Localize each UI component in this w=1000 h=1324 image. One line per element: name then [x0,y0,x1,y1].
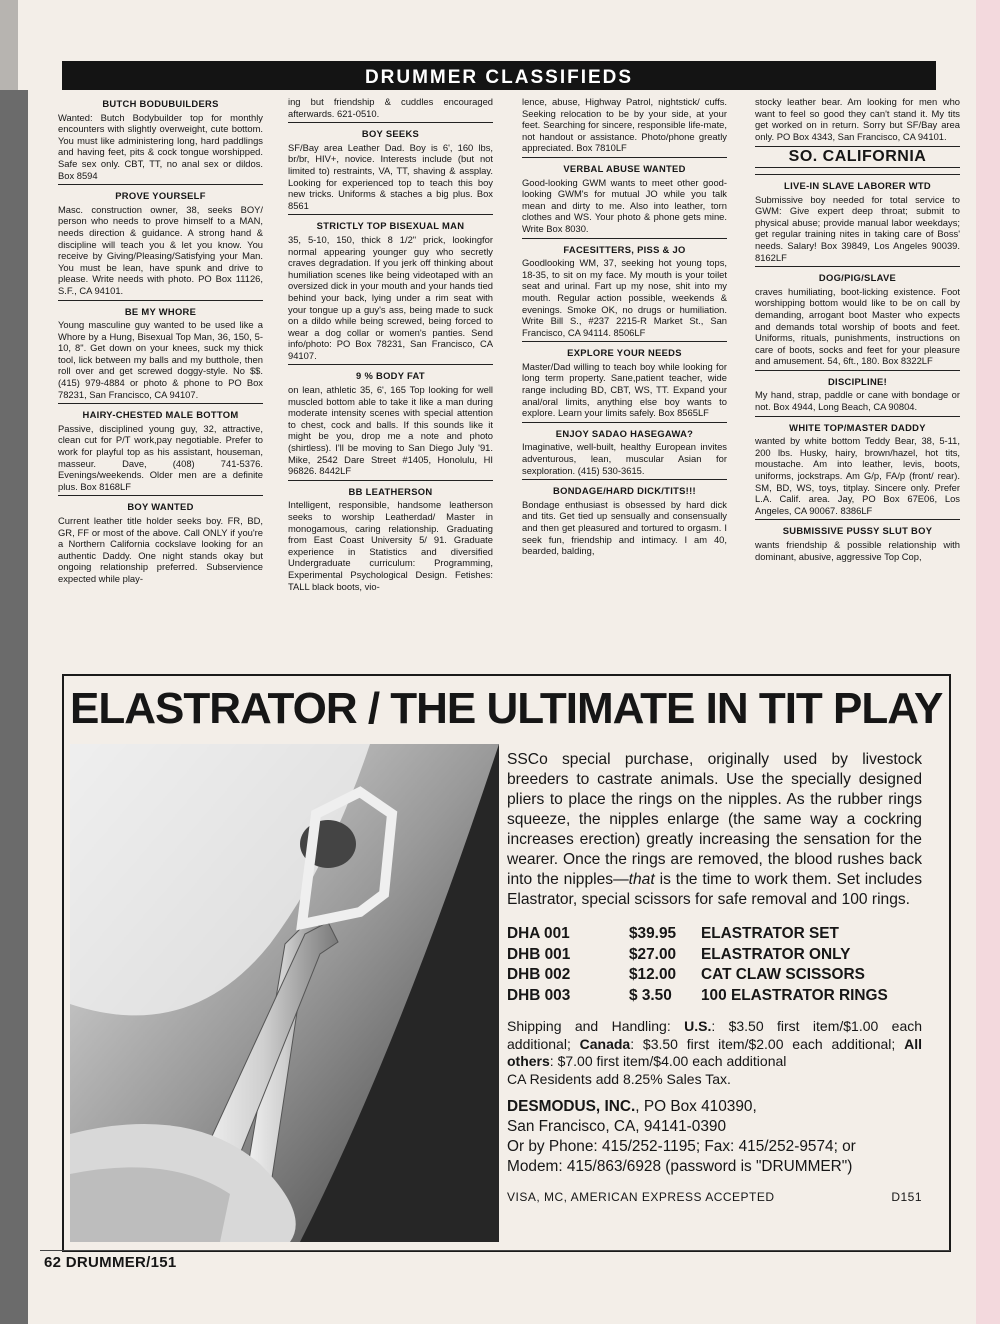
classified-text: Current leather title holder seeks boy. FR, BD, GR, FF or most of the above. Call ONLY if you're a Northern California cockslave looking for an authentic Daddy. One night stands okay but ongoing relationship preferred. Subservience expected while play- [58,515,263,584]
classified-text: Submissive boy needed for total service to GWM: Give expert deep throat; submit to physical abuse; provide manual labor weekdays; get regular training nites in taking care of Boss' needs. Salary! Box 39849, Los Angeles 90039. 8162LF [755,193,960,263]
classifieds-columns [58,96,960,652]
classified-heading: HAIRY-CHESTED MALE BOTTOM [58,403,263,421]
classified-heading: DISCIPLINE! [755,370,960,388]
classified-heading: FACESITTERS, PISS & JO [522,238,727,256]
price-row: DHB 001 $27.00 ELASTRATOR ONLY [507,945,851,963]
price-row: DHA 001 $39.95 ELASTRATOR SET [507,925,839,942]
classified-text: 35, 5-10, 150, thick 8 1/2" prick, lookingfor normal appearing younger guy who secretly craves degradation. If you jerk off thinking about humiliation scenes like being videotaped with an oversized dick in your mouth and your hands tied behind your back, lying under a rim seat with your tongue up a guy's ass, being made to suck on a dildo while being screwed, being forced to wear a dog collar or women's panties. Send info/photo: PO Box 78231, San Francisco, CA 94107. [288,233,493,361]
classified-heading: VERBAL ABUSE WANTED [522,157,727,175]
classified-text: Young masculine guy wanted to be used like a Whore by a Hung, Bisexual Top Man, 36, 150, 5-10, 8". Get down on your knees, suck my thick tool, lick between my balls and my butthole, then roll over and get screwed doggy-style. No $$. (415) 979-4884 or photo & phone to PO Box 78231, San Francisco, CA 94107. [58,319,263,400]
classified-text: lence, abuse, Highway Patrol, nightstick/ cuffs. Seeking relocation to be by your side, at your feet. Searching for sincere, responsible life-mate, not handout or assistance. Photo/phone greatly appreciated. Box 7810LF [522,96,727,154]
classified-text: Masc. construction owner, 38, seeks BOY/ person who needs to prove himself to a MAN, needs direction & guidance. A strong hand & discipline will teach you & let you know. You receive by Giving/Pleasing/Satisfying your Man. You must be lean, have spunk and drive to please. Write needs with photo. PO Box 11126, S.F., CA 94101. [58,203,263,296]
shipping-info: Shipping and Handling: U.S.: $3.50 first item/$1.00 each additional; Canada: $3.50 first item/$2.00 each additional; All others: $7.00 first item/$4.00 each additional CA Residents add 8.25% Sales Tax. [507,1018,923,1087]
classified-text: wanted by white bottom Teddy Bear, 38, 5-11, 200 lbs. Husky, hairy, brown/hazel, hot tits, moustache. Am into leather, levis, boots, uniforms, jockstraps. Am G/p, FA/p (front/ rear). SM, BD, WS, toys, titplay. Sincere only. Prefer L.A. Calif. area. Jay, PO Box 67E06, Los Angeles, CA 90067. 8386LF [755,435,960,516]
payment-line: VISA, MC, AMERICAN EXPRESS ACCEPTED D151 [507,1190,922,1205]
classifieds-column-4 [755,96,960,652]
classified-text: Master/Dad willing to teach boy while looking for long term property. Sane,patient teacher, wide range including BD, CBT, WS, TT. Expand your anal/oral limits, anything else boy wants to explore. Learn your limits safely. Box 8565LF [522,360,727,419]
classified-heading: EXPLORE YOUR NEEDS [522,341,727,359]
classified-heading: PROVE YOURSELF [58,184,263,202]
classifieds-column-3 [522,96,727,652]
page-footer: 62 DRUMMER/151 [44,1254,177,1271]
page-edge-right [976,0,1000,1324]
classified-heading: STRICTLY TOP BISEXUAL MAN [288,214,493,232]
classified-text: on lean, athletic 35, 6', 165 Top looking for well muscled bottom able to take it like a man during moderate intensity scenes with special attention to chest, cock and balls. If this sounds like it might be you, drop me a note and photo (shirtless). I'll be moving to San Diego July '91. Mike, 2542 Dare Street #1405, Honolulu, HI 96826. 8442LF [288,384,493,477]
page-gutter [0,90,28,1324]
classified-text: stocky leather bear. Am looking for men who want to feel so good they can't stand it. My tits get worked on in return. Sorry but SF/Bay area only. PO Box 4343, San Francisco, CA 94101. [755,96,960,142]
region-heading: SO. CALIFORNIA [755,146,960,168]
classified-text: SF/Bay area Leather Dad. Boy is 6', 160 lbs, br/br, HIV+, novice. Interests include (but not limited to) restraints, VA, TT, shaving & assplay. Looking for experienced top to teach this boy new tricks. Uniforms & staches a big plus. Box 8561 [288,141,493,211]
classified-heading: BOY SEEKS [288,122,493,140]
product-photo [70,744,499,1242]
classified-text: craves humiliating, boot-licking existence. Foot worshipping bottom would like to be on call by demanding, arrogant boot Master who expects and demands total worship of boots and feet. Uniforms, rituals, punishments, instructions on care of boots, socks and feet for your pleasure and amusement. 54, 6ft., 180. Box 8322LF [755,285,960,367]
classified-heading: ENJOY SADAO HASEGAWA? [522,422,727,440]
company-address: DESMODUS, INC., PO Box 410390, San Francisco, CA, 94141-0390 Or by Phone: 415/252-1195; Fax: 415/252-9574; or Modem: 415/863/6928 (password is "DRUMMER") [507,1098,856,1176]
price-list [507,924,922,1006]
ad-copy [507,750,922,1207]
page-edge-top [0,0,18,90]
pliers-photo-illustration [70,744,499,1242]
classified-text: Wanted: Butch Bodybuilder top for monthly encounters with slightly overweight, cute bottom. You must like administering long, hard paddlings and having feet, pits & cock tongue worshipped. Safe sex only. CBT, TT, no anal sex or dildos. Box 8594 [58,111,263,181]
classified-heading: BE MY WHORE [58,300,263,318]
classified-heading: SUBMISSIVE PUSSY SLUT BOY [755,519,960,537]
classified-heading: BUTCH BODUBUILDERS [102,98,219,109]
classified-heading: BONDAGE/HARD DICK/TITS!!! [522,479,727,497]
classifieds-column-2 [288,96,493,652]
classified-text: Intelligent, responsible, handsome leatherson seeks to worship Leatherdad/ Master in monogamous, caring relationship. Graduating from East Coast University 5/ 91. Graduate experience in Statistics and diversified Undergraduate curriculum: Programming, Experimental Psychological Design. Fetishes: TALL black boots, vio- [288,499,493,592]
classified-heading: 9 % BODY FAT [288,364,493,382]
classified-heading: BOY WANTED [58,495,263,513]
classified-text: Passive, disciplined young guy, 32, attractive, clean cut for P/T work,pay negotiable. Prefer to work for playful top as his assistant, houseman, masseur. Dave, (408) 741-5376. Evenings/weekends. Older men are a definite plus. Box 8168LF [58,422,263,492]
classified-text: ing but friendship & cuddles encouraged afterwards. 621-0510. [288,96,493,119]
classified-heading: BB LEATHERSON [288,480,493,498]
classified-text: My hand, strap, paddle or cane with bondage or not. Box 4944, Long Beach, CA 90804. [755,389,960,413]
classifieds-column-1 [58,96,263,652]
classified-text: Good-looking GWM wants to meet other good-looking GWM's for mutual JO while you talk mean and dirty to me. Also into leather, torn clothes and WS. Your photo & phone gets mine. Write Box 8030. [522,176,727,234]
classified-text: Imaginative, well-built, healthy European invites adventurous, lean, muscular Asian for sexploration. (415) 530-3615. [522,441,727,476]
classified-text: wants friendship & possible relationship with dominant, abusive, aggressive Top Cop, [755,539,960,562]
ad-intro: SSCo special purchase, originally used by livestock breeders to castrate animals. Use the specially designed pliers to place the rings on the nipples. As the rubber rings squeeze, the nipples enlarge (the same way a cockring increases erection) greatly increasing the sensation for the wearer. Once the rings are removed, the blood rushes back into the nipples—that is the time to work them. Set includes Elastrator, special scissors for safe removal and 100 rings. [507,751,922,908]
ad-headline: ELASTRATOR / THE ULTIMATE IN TIT PLAY [70,684,943,733]
section-banner: DRUMMER CLASSIFIEDS [62,61,936,90]
price-row: DHB 002 $12.00 CAT CLAW SCISSORS [507,966,865,984]
classified-heading: LIVE-IN SLAVE LABORER WTD [755,174,960,192]
classified-text: Goodlooking WM, 37, seeking hot young tops, 18-35, to sit on my face. My mouth is your toilet seat and urinal. Fart up my nose, shit into my mouth. Regular action possible, weekends & evenings. Smoke OK, no drugs or humiliation. Write Bill S., #237 2215-R Market St., San Francisco, CA 94114. 8506LF [522,257,727,338]
classified-heading: WHITE TOP/MASTER DADDY [755,416,960,434]
elastrator-ad [62,674,951,1252]
footer-rule [40,1250,950,1251]
classified-heading: DOG/PIG/SLAVE [755,266,960,284]
price-row: DHB 003 $ 3.50 100 ELASTRATOR RINGS [507,986,888,1004]
classified-text: Bondage enthusiast is obsessed by hard dick and tits. Get tied up sensually and consensually and then get pleasured and tortured to orgasm. I seek fun, friendship and intimacy. I am 40, bearded, balding, [522,498,727,557]
